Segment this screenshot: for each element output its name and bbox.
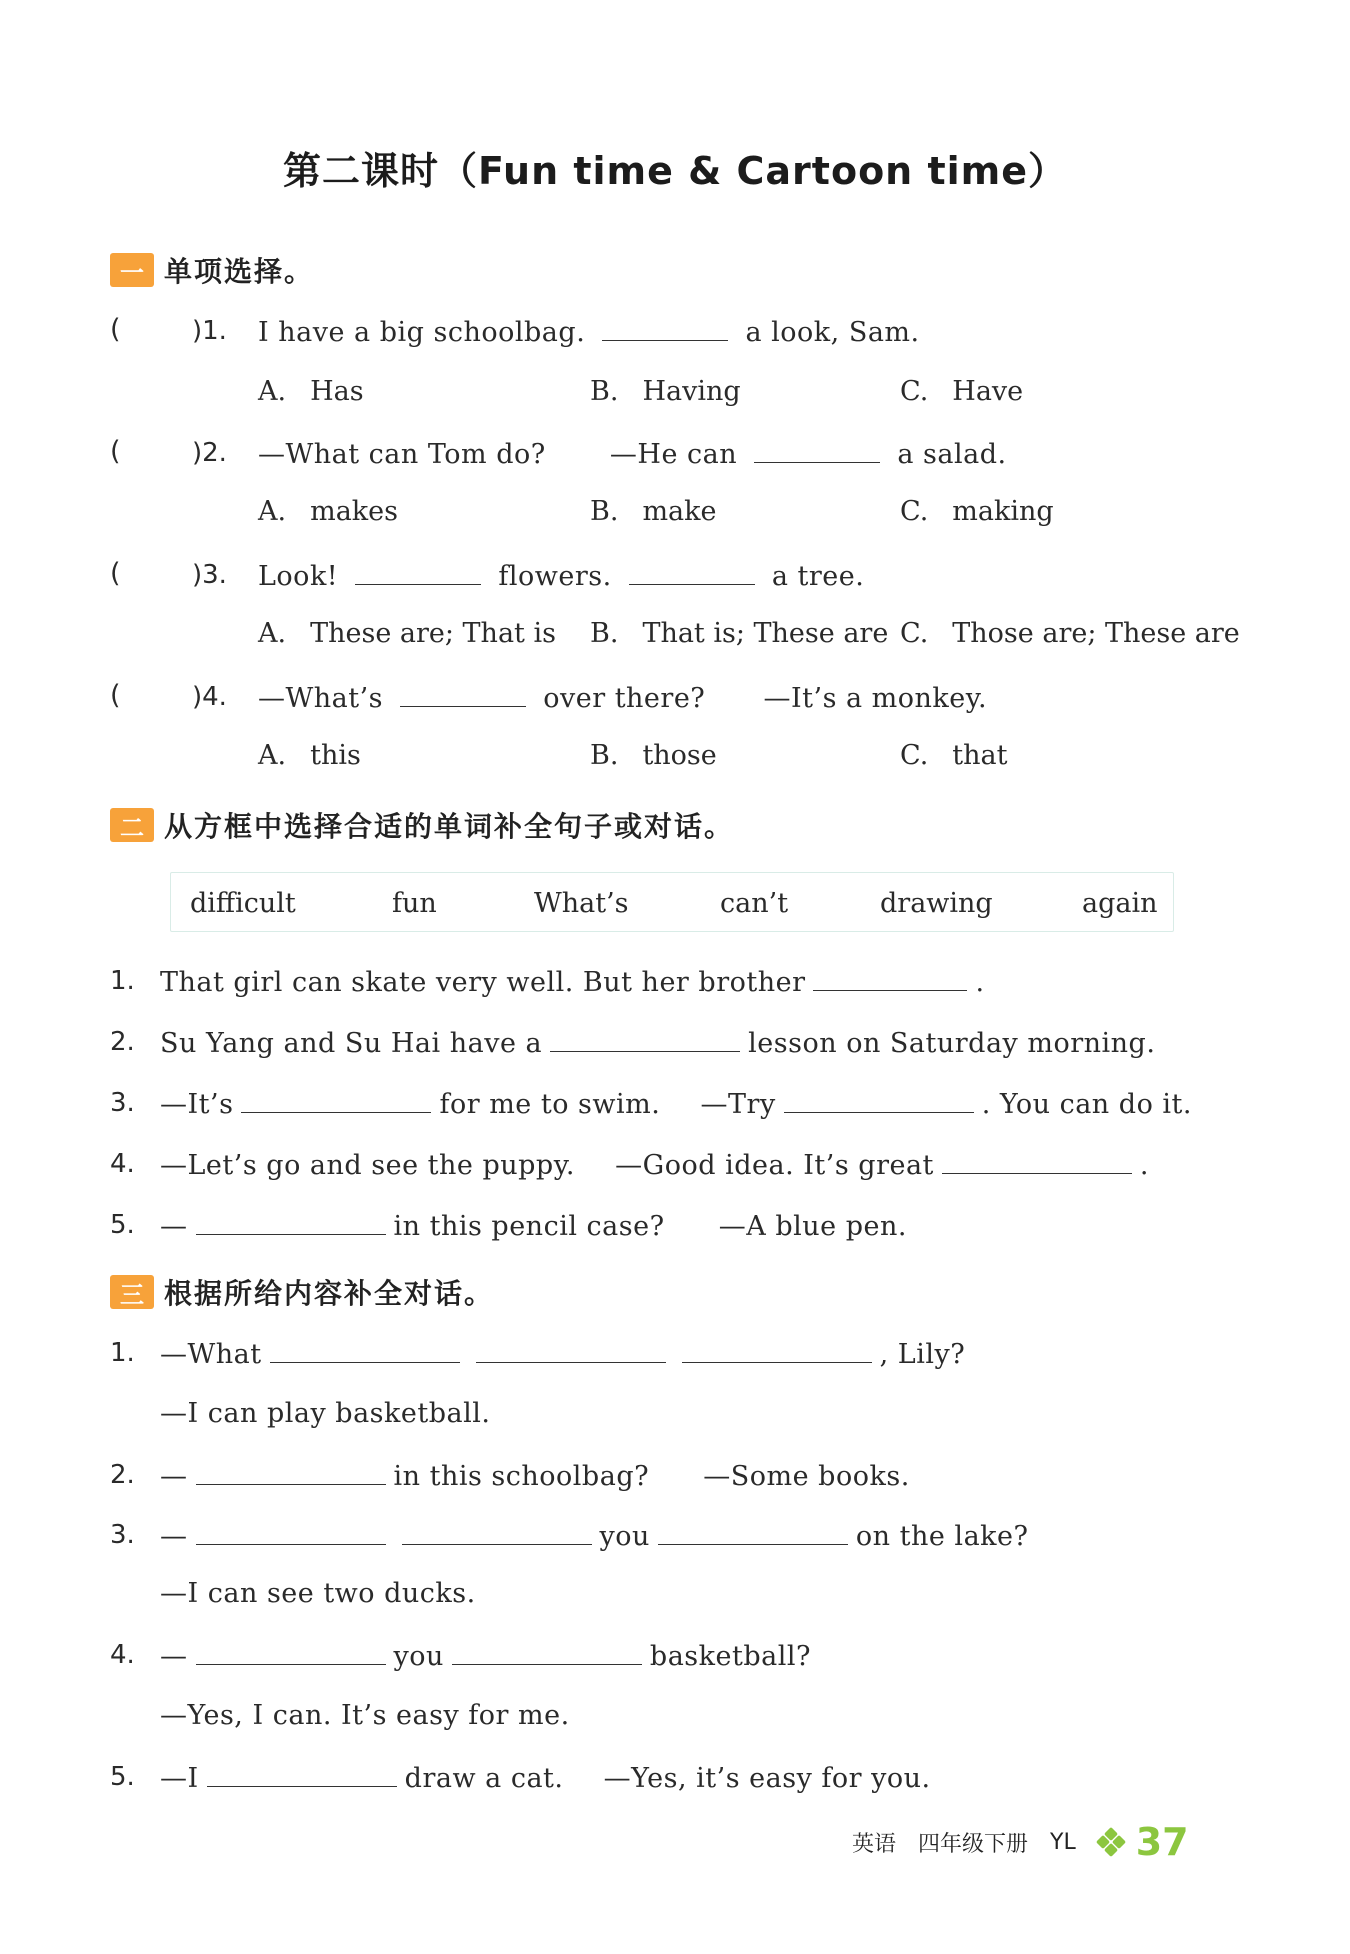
question-1 bbox=[258, 314, 920, 348]
section-3-header bbox=[110, 1272, 494, 1312]
blank[interactable] bbox=[196, 1458, 386, 1485]
question-2-mid: —He can bbox=[609, 439, 738, 470]
question-number-4: )4. bbox=[192, 682, 227, 712]
word-bank-item: difficult bbox=[190, 888, 296, 919]
dialogue-4: — you basketball? bbox=[160, 1638, 811, 1672]
option-4c[interactable]: C. that bbox=[900, 740, 1008, 771]
dialogue-3-reply: —I can see two ducks. bbox=[160, 1578, 476, 1609]
blank[interactable] bbox=[196, 1518, 386, 1545]
question-3 bbox=[258, 558, 864, 592]
item-number: 4. bbox=[110, 1149, 135, 1179]
blank[interactable] bbox=[196, 1638, 386, 1665]
clover-icon bbox=[1098, 1829, 1124, 1855]
question-number-2: )2. bbox=[192, 438, 227, 468]
dialogue-4-reply: —Yes, I can. It’s easy for me. bbox=[160, 1700, 570, 1731]
question-2-text-end: a salad. bbox=[897, 439, 1007, 470]
answer-paren-1[interactable]: ( bbox=[110, 314, 121, 345]
section-2-badge: 二 bbox=[110, 808, 154, 842]
question-1-text-end: a look, Sam. bbox=[745, 317, 920, 348]
option-3a[interactable]: A. These are; That is bbox=[258, 618, 556, 649]
blank[interactable] bbox=[196, 1208, 386, 1235]
page-footer bbox=[852, 1820, 1189, 1864]
footer-edition: YL bbox=[1050, 1829, 1076, 1855]
option-1a[interactable]: A. Has bbox=[258, 376, 364, 407]
question-2 bbox=[258, 436, 1007, 470]
word-bank-item: fun bbox=[392, 888, 437, 919]
blank[interactable] bbox=[550, 1025, 740, 1052]
blank[interactable] bbox=[207, 1760, 397, 1787]
section-2-header bbox=[110, 805, 734, 845]
item-number: 3. bbox=[110, 1520, 135, 1550]
blank[interactable] bbox=[402, 1518, 592, 1545]
answer-paren-3[interactable]: ( bbox=[110, 558, 121, 589]
blank[interactable] bbox=[270, 1336, 460, 1363]
option-4a[interactable]: A. this bbox=[258, 740, 361, 771]
section-3-title: 根据所给内容补全对话。 bbox=[164, 1277, 495, 1310]
item-number: 5. bbox=[110, 1762, 135, 1792]
blank[interactable] bbox=[754, 436, 880, 463]
question-4-mid: over there? bbox=[543, 683, 706, 714]
section-1-badge: 一 bbox=[110, 253, 154, 287]
dialogue-5: —I draw a cat. —Yes, it’s easy for you. bbox=[160, 1760, 931, 1794]
option-4b[interactable]: B. those bbox=[590, 740, 717, 771]
dialogue-3: — you on the lake? bbox=[160, 1518, 1028, 1552]
blank[interactable] bbox=[942, 1147, 1132, 1174]
section-2-title: 从方框中选择合适的单词补全句子或对话。 bbox=[164, 810, 735, 843]
option-2c[interactable]: C. making bbox=[900, 496, 1054, 527]
question-3-mid: flowers. bbox=[498, 561, 612, 592]
item-number: 3. bbox=[110, 1088, 135, 1118]
blank[interactable] bbox=[355, 558, 481, 585]
dialogue-1: —What , Lily? bbox=[160, 1336, 965, 1370]
word-bank-item: can’t bbox=[720, 888, 789, 919]
blank[interactable] bbox=[629, 558, 755, 585]
dialogue-2: — in this schoolbag? —Some books. bbox=[160, 1458, 910, 1492]
item-number: 2. bbox=[110, 1460, 135, 1490]
question-1-text: I have a big schoolbag. bbox=[258, 317, 586, 348]
question-4-text: —What’s bbox=[258, 683, 384, 714]
item-number: 4. bbox=[110, 1640, 135, 1670]
word-bank-item: again bbox=[1082, 888, 1158, 919]
blank[interactable] bbox=[241, 1086, 431, 1113]
fill-sentence-2: Su Yang and Su Hai have a lesson on Saturday morning. bbox=[160, 1025, 1155, 1059]
item-number: 1. bbox=[110, 1338, 135, 1368]
option-1b[interactable]: B. Having bbox=[590, 376, 741, 407]
item-number: 2. bbox=[110, 1027, 135, 1057]
question-4-text-end: —It’s a monkey. bbox=[763, 683, 988, 714]
blank[interactable] bbox=[476, 1336, 666, 1363]
option-2b[interactable]: B. make bbox=[590, 496, 717, 527]
footer-grade: 四年级下册 bbox=[918, 1831, 1029, 1857]
item-number: 5. bbox=[110, 1210, 135, 1240]
section-3-badge: 三 bbox=[110, 1275, 154, 1309]
page-title: 第二课时（Fun time & Cartoon time） bbox=[282, 149, 1068, 193]
question-3-text-end: a tree. bbox=[771, 561, 865, 592]
blank[interactable] bbox=[682, 1336, 872, 1363]
fill-sentence-3: —It’s for me to swim. —Try . You can do it. bbox=[160, 1086, 1192, 1120]
question-number-3: )3. bbox=[192, 560, 227, 590]
blank[interactable] bbox=[813, 964, 967, 991]
option-1c[interactable]: C. Have bbox=[900, 376, 1024, 407]
answer-paren-4[interactable]: ( bbox=[110, 680, 121, 711]
page-number: 37 bbox=[1135, 1820, 1189, 1864]
answer-paren-2[interactable]: ( bbox=[110, 436, 121, 467]
blank[interactable] bbox=[658, 1518, 848, 1545]
fill-sentence-5: — in this pencil case? —A blue pen. bbox=[160, 1208, 907, 1242]
blank[interactable] bbox=[400, 680, 526, 707]
option-3c[interactable]: C. Those are; These are bbox=[900, 618, 1240, 649]
question-4 bbox=[258, 680, 987, 714]
fill-sentence-1: That girl can skate very well. But her brother . bbox=[160, 964, 985, 998]
section-1-header bbox=[110, 250, 314, 290]
fill-sentence-4: —Let’s go and see the puppy. —Good idea. It’s great . bbox=[160, 1147, 1149, 1181]
question-number-1: )1. bbox=[192, 316, 227, 346]
section-1-title: 单项选择。 bbox=[164, 255, 315, 288]
item-number: 1. bbox=[110, 966, 135, 996]
option-3b[interactable]: B. That is; These are bbox=[590, 618, 889, 649]
question-3-text: Look! bbox=[258, 561, 339, 592]
option-2a[interactable]: A. makes bbox=[258, 496, 398, 527]
word-bank-item: What’s bbox=[534, 888, 629, 919]
word-bank-item: drawing bbox=[880, 888, 993, 919]
blank[interactable] bbox=[602, 314, 728, 341]
blank[interactable] bbox=[452, 1638, 642, 1665]
question-2-text: —What can Tom do? bbox=[258, 439, 546, 470]
blank[interactable] bbox=[784, 1086, 974, 1113]
word-bank-box bbox=[170, 872, 1174, 932]
footer-subject: 英语 bbox=[852, 1831, 897, 1857]
dialogue-1-reply: —I can play basketball. bbox=[160, 1398, 491, 1429]
